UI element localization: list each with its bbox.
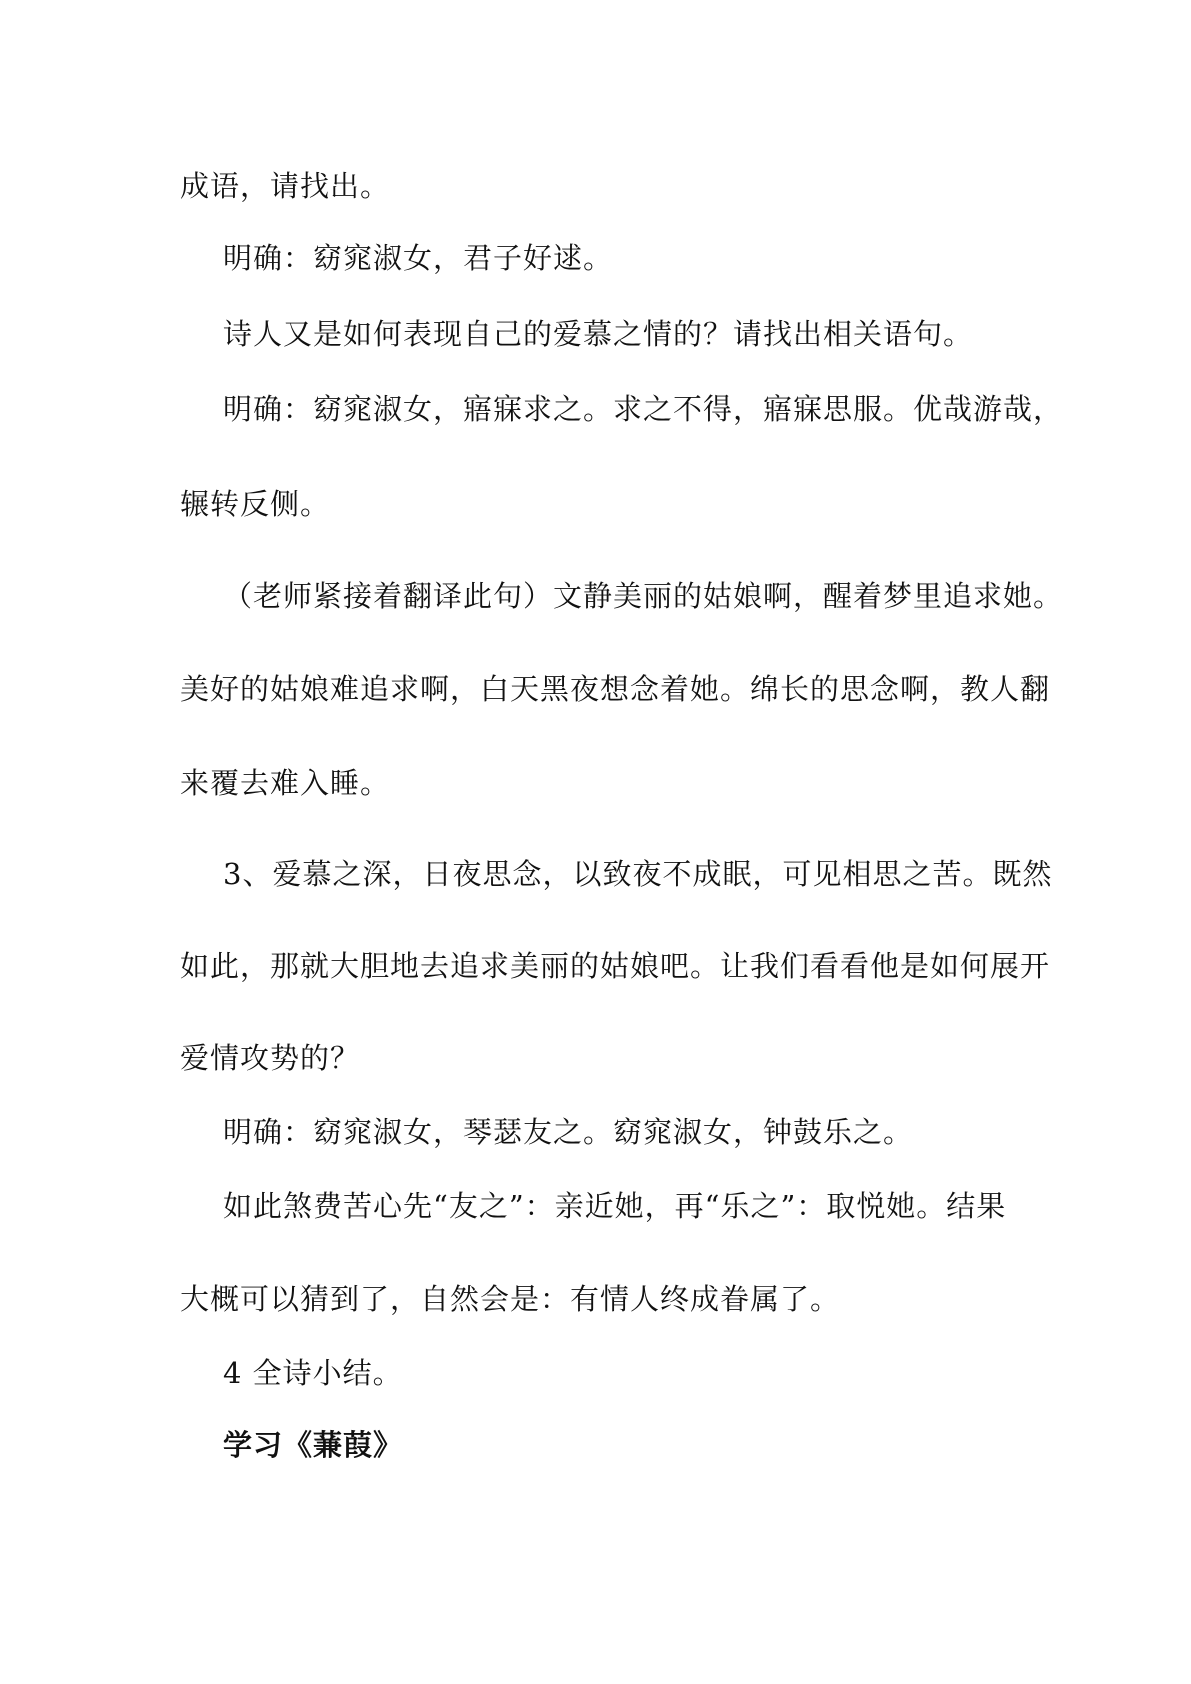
text-line: （老师紧接着翻译此句）文静美丽的姑娘啊，醒着梦里追求她。 xyxy=(223,579,1064,613)
text-line: 4 全诗小结。 xyxy=(223,1356,403,1390)
text-line: 美好的姑娘难追求啊，白天黑夜想念着她。绵长的思念啊，教人翻 xyxy=(180,672,1051,706)
text-line: 如此，那就大胆地去追求美丽的姑娘吧。让我们看看他是如何展开 xyxy=(180,949,1051,983)
text-line: 明确：窈窕淑女，琴瑟友之。窈窕淑女，钟鼓乐之。 xyxy=(223,1115,914,1149)
text-line: 大概可以猜到了，自然会是：有情人终成眷属了。 xyxy=(180,1282,841,1316)
text-line: 如此煞费苦心先“友之”：亲近她，再“乐之”：取悦她。结果 xyxy=(223,1189,1007,1223)
text-line: 辗转反侧。 xyxy=(180,487,331,521)
text-line: 明确：窈窕淑女，寤寐求之。求之不得，寤寐思服。优哉游哉， xyxy=(223,392,1064,426)
section-heading: 学习《蒹葭》 xyxy=(223,1428,404,1462)
text-line: 来覆去难入睡。 xyxy=(180,766,391,800)
text-line: 爱情攻势的？ xyxy=(180,1041,361,1075)
text-line: 成语，请找出。 xyxy=(180,169,391,203)
text-line: 3、爱慕之深，日夜思念，以致夜不成眠，可见相思之苦。既然 xyxy=(223,857,1053,891)
text-line: 诗人又是如何表现自己的爱慕之情的？请找出相关语句。 xyxy=(223,317,974,351)
text-line: 明确：窈窕淑女，君子好逑。 xyxy=(223,241,614,275)
